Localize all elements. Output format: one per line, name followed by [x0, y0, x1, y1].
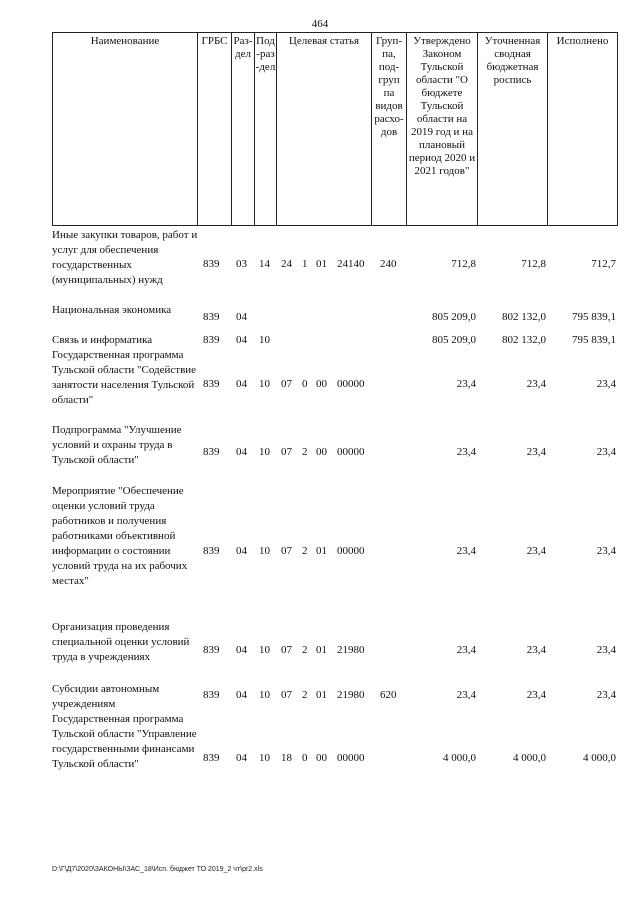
- row-target-direction: 00000: [337, 378, 365, 390]
- row-approved: 23,4: [456, 378, 476, 390]
- row-name: Субсидии автономным учреждениям: [52, 683, 160, 710]
- row-refined: 802 132,0: [502, 311, 546, 323]
- row-target-subprogram: 0: [302, 752, 308, 764]
- row-approved: 23,4: [456, 545, 476, 557]
- header-divider: [231, 32, 232, 226]
- header-target: Целевая статья: [288, 35, 360, 47]
- row-podrazdel: 10: [259, 378, 270, 390]
- header-name: Наименование: [90, 35, 160, 47]
- row-grbs: 839: [203, 378, 220, 390]
- row-executed: 23,4: [596, 446, 616, 458]
- row-podrazdel: 10: [259, 334, 270, 346]
- row-group: 620: [380, 689, 397, 701]
- row-grbs: 839: [203, 545, 220, 557]
- row-executed: 795 839,1: [572, 334, 616, 346]
- header-refined: Уточненная сводная бюджетная роспись: [484, 35, 541, 86]
- row-razdel: 04: [236, 311, 247, 323]
- row-target-direction: 00000: [337, 545, 365, 557]
- row-grbs: 839: [203, 752, 220, 764]
- row-target-program: 07: [281, 644, 292, 656]
- row-target-event: 01: [316, 689, 327, 701]
- row-podrazdel: 10: [259, 644, 270, 656]
- row-razdel: 04: [236, 644, 247, 656]
- row-podrazdel: 10: [259, 752, 270, 764]
- row-executed: 712,7: [591, 258, 616, 270]
- row-grbs: 839: [203, 689, 220, 701]
- header-divider: [617, 32, 618, 226]
- row-target-event: 00: [316, 752, 327, 764]
- row-grbs: 839: [203, 258, 220, 270]
- row-approved: 4 000,0: [443, 752, 476, 764]
- row-target-direction: 21980: [337, 689, 365, 701]
- row-grbs: 839: [203, 311, 220, 323]
- row-razdel: 04: [236, 446, 247, 458]
- row-executed: 23,4: [596, 644, 616, 656]
- row-refined: 23,4: [526, 446, 546, 458]
- row-razdel: 04: [236, 689, 247, 701]
- header-podrazdel: Под-раз-дел: [255, 35, 276, 73]
- row-executed: 23,4: [596, 545, 616, 557]
- row-podrazdel: 10: [259, 446, 270, 458]
- header-bottom-border: [52, 225, 618, 226]
- header-divider: [547, 32, 548, 226]
- row-target-direction: 24140: [337, 258, 365, 270]
- row-target-direction: 21980: [337, 644, 365, 656]
- row-executed: 23,4: [596, 689, 616, 701]
- row-razdel: 04: [236, 378, 247, 390]
- header-top-border: [52, 32, 618, 33]
- row-name: Связь и информатика: [52, 334, 153, 346]
- row-refined: 802 132,0: [502, 334, 546, 346]
- row-target-event: 01: [316, 545, 327, 557]
- header-group: Груп-па, под-груп па видов расхо-дов: [374, 35, 404, 138]
- row-name: Государственная программа Тульской области "Управление государственными финансами Тульской области": [52, 713, 197, 770]
- row-target-event: 01: [316, 258, 327, 270]
- row-grbs: 839: [203, 644, 220, 656]
- row-approved: 805 209,0: [432, 311, 476, 323]
- row-target-program: 07: [281, 689, 292, 701]
- row-grbs: 839: [203, 334, 220, 346]
- row-approved: 23,4: [456, 644, 476, 656]
- header-approved: Утверждено Законом Тульской области "О бюджете Тульской области на 2019 год и на плановый период 2020 и 2021 годов": [408, 35, 476, 177]
- row-executed: 795 839,1: [572, 311, 616, 323]
- row-target-program: 24: [281, 258, 292, 270]
- row-refined: 712,8: [521, 258, 546, 270]
- row-name: Организация проведения специальной оценки условий труда в учреждениях: [52, 621, 190, 663]
- row-refined: 23,4: [526, 545, 546, 557]
- header-razdel: Раз-дел: [233, 35, 253, 60]
- row-refined: 23,4: [526, 689, 546, 701]
- row-refined: 4 000,0: [513, 752, 546, 764]
- row-approved: 712,8: [451, 258, 476, 270]
- header-grbs: ГРБС: [201, 35, 228, 47]
- page-number: 464: [311, 18, 329, 30]
- row-target-subprogram: 2: [302, 644, 308, 656]
- row-target-program: 07: [281, 446, 292, 458]
- row-target-direction: 00000: [337, 752, 365, 764]
- header-executed: Исполнено: [556, 35, 609, 47]
- row-target-event: 00: [316, 378, 327, 390]
- row-target-event: 00: [316, 446, 327, 458]
- row-podrazdel: 10: [259, 689, 270, 701]
- row-razdel: 04: [236, 545, 247, 557]
- row-target-subprogram: 2: [302, 545, 308, 557]
- row-target-subprogram: 0: [302, 378, 308, 390]
- row-target-subprogram: 2: [302, 689, 308, 701]
- row-name: Национальная экономика: [52, 304, 172, 316]
- row-name: Подпрограмма "Улучшение условий и охраны труда в Тульской области": [52, 424, 182, 466]
- row-razdel: 04: [236, 752, 247, 764]
- row-grbs: 839: [203, 446, 220, 458]
- row-refined: 23,4: [526, 644, 546, 656]
- row-refined: 23,4: [526, 378, 546, 390]
- row-approved: 23,4: [456, 446, 476, 458]
- row-executed: 4 000,0: [583, 752, 616, 764]
- row-approved: 805 209,0: [432, 334, 476, 346]
- row-group: 240: [380, 258, 397, 270]
- header-divider: [197, 32, 198, 226]
- row-razdel: 04: [236, 334, 247, 346]
- row-name: Государственная программа Тульской области "Содействие занятости населения Тульской области": [52, 349, 197, 406]
- file-path-footer: D:\Г\Д7\2020\ЗАКОНЫ\ЗАС_18\Исп. бюджет ТО 2019_2 чт\pr2.xls: [52, 866, 263, 873]
- row-target-program: 07: [281, 378, 292, 390]
- row-podrazdel: 14: [259, 258, 270, 270]
- row-target-subprogram: 2: [302, 446, 308, 458]
- row-target-direction: 00000: [337, 446, 365, 458]
- row-target-program: 07: [281, 545, 292, 557]
- row-executed: 23,4: [596, 378, 616, 390]
- row-name: Мероприятие "Обеспечение оценки условий труда работников и получения работниками объективной информации о состоянии условий труда на их рабочих местах": [52, 485, 188, 587]
- row-target-subprogram: 1: [302, 258, 308, 270]
- row-name: Иные закупки товаров, работ и услуг для обеспечения государственных (муниципальных) нужд: [52, 229, 198, 286]
- row-podrazdel: 10: [259, 545, 270, 557]
- row-approved: 23,4: [456, 689, 476, 701]
- header-divider: [52, 32, 53, 226]
- row-razdel: 03: [236, 258, 247, 270]
- row-target-program: 18: [281, 752, 292, 764]
- row-target-event: 01: [316, 644, 327, 656]
- header-divider: [276, 32, 277, 226]
